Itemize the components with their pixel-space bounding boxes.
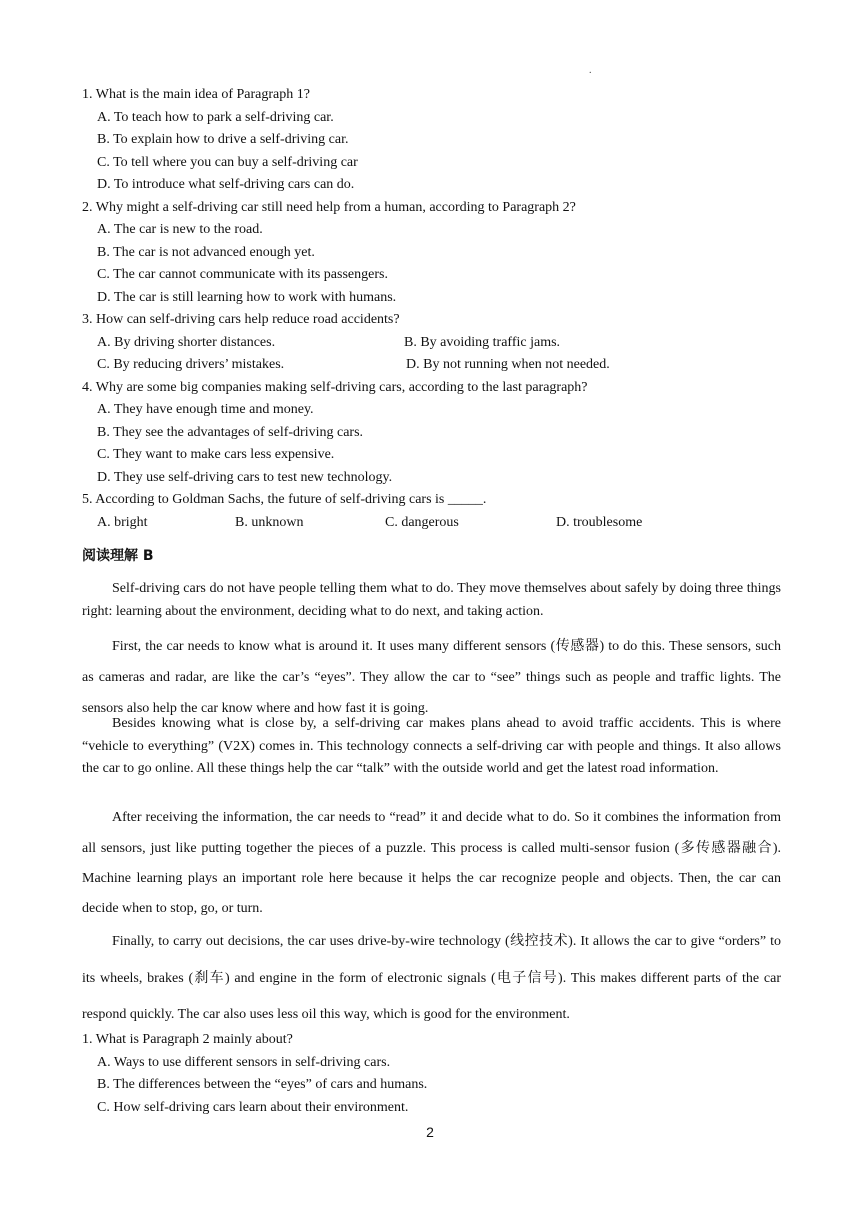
answer-option: B. unknown	[235, 514, 304, 530]
chinese-gloss: 多传感器融合	[679, 840, 773, 856]
section-b-questions	[82, 1029, 782, 1119]
answer-option: B. They see the advantages of self-driving cars.	[97, 424, 364, 440]
paragraph-text: Besides knowing what is close by, a self-driving car makes plans ahead to avoid traffic accidents. This is where “vehicle to everything” (V2X) comes in. This technology connects a self-driving car with people and things. It also allows the car to go online. All these things help the car “talk” with the outside world and get the latest road information.	[82, 716, 781, 776]
answer-option: C. dangerous	[385, 514, 459, 530]
answer-option: A. Ways to use different sensors in self-driving cars.	[97, 1054, 391, 1070]
answer-option: A. They have enough time and money.	[97, 402, 314, 417]
question-stem: 5. According to Goldman Sachs, the future of self-driving cars is _____.	[82, 492, 487, 507]
paragraph-text: ) and engine in the form of electronic signals (	[224, 971, 496, 986]
question-stem: 3. How can self-driving cars help reduce road accidents?	[82, 312, 400, 327]
answer-option: B. The car is not advanced enough yet.	[97, 244, 315, 260]
paragraph-text: ). It allows the car to give “orders” to its wheels, brakes (	[82, 934, 781, 986]
question-stem: 4. Why are some big companies making self-driving cars, according to the last paragraph?	[82, 379, 588, 395]
section-a-questions	[82, 84, 782, 534]
answer-option: D. To introduce what self-driving cars can do.	[97, 177, 355, 192]
paragraph-text: ). This makes different parts of the car respond quickly. The car also uses less oil this way, which is good for the environment.	[82, 971, 781, 1022]
paragraph-text: Self-driving cars do not have people telling them what to do. They move themselves about safely by doing three things right: learning about the environment, deciding what to do next, and taking action.	[82, 581, 781, 619]
answer-option: A. To teach how to park a self-driving car.	[97, 109, 334, 125]
chinese-gloss: 刹车	[193, 970, 225, 986]
chinese-gloss: 线控技术	[509, 933, 569, 949]
section-heading: 阅读理解 B	[82, 548, 154, 564]
answer-option: D. By not running when not needed.	[406, 357, 610, 372]
paragraph-text: First, the car needs to know what is around it. It uses many different sensors (	[112, 639, 556, 654]
paragraph-2	[82, 631, 781, 724]
question-stem: 1. What is Paragraph 2 mainly about?	[82, 1032, 293, 1047]
paragraph-3	[82, 713, 781, 781]
paragraph-5	[82, 923, 781, 1033]
paragraph-4	[82, 803, 781, 924]
answer-option: B. The differences between the “eyes” of cars and humans.	[97, 1077, 428, 1092]
answer-option: C. The car cannot communicate with its passengers.	[97, 267, 388, 282]
paragraph-1	[82, 578, 781, 623]
answer-option: B. To explain how to drive a self-driving car.	[97, 132, 349, 147]
question-stem: 2. Why might a self-driving car still need help from a human, according to Paragraph 2?	[82, 199, 576, 215]
paragraph-text: Finally, to carry out decisions, the car uses drive-by-wire technology (	[112, 934, 510, 949]
answer-option: A. By driving shorter distances.	[97, 334, 276, 350]
page-number: 2	[426, 1124, 434, 1140]
answer-option: C. They want to make cars less expensive.	[97, 447, 335, 462]
answer-option: A. bright	[97, 514, 148, 530]
answer-option: C. How self-driving cars learn about their environment.	[97, 1099, 409, 1115]
chinese-gloss: 传感器	[555, 638, 600, 654]
answer-option: B. By avoiding traffic jams.	[404, 334, 561, 350]
paragraph-text: ). Machine learning plays an important role here because it helps the car recognize people and objects. Then, the car can decide when to stop, go, or turn.	[82, 841, 782, 916]
answer-option: C. To tell where you can buy a self-driving car	[97, 154, 358, 170]
answer-option: D. The car is still learning how to work with humans.	[97, 289, 397, 305]
header-dot: .	[589, 65, 592, 76]
answer-option: D. They use self-driving cars to test new technology.	[97, 469, 393, 485]
question-stem: 1. What is the main idea of Paragraph 1?	[82, 87, 310, 102]
paragraph-text: After receiving the information, the car needs to “read” it and decide what to do. So it combines the information from all sensors, just like putting together the pieces of a puzzle. This process is called multi-sensor fusion (	[82, 810, 781, 856]
answer-option: D. troublesome	[556, 514, 643, 530]
answer-option: C. By reducing drivers’ mistakes.	[97, 357, 285, 372]
answer-option: A. The car is new to the road.	[97, 222, 263, 237]
option-row	[82, 512, 782, 535]
paragraph-text: ) to do this. These sensors, such as cameras and radar, are like the car’s “eyes”. They allow the car to “see” things such as people and traffic lights. The sensors also help the car know where and how fast it is going.	[82, 639, 781, 716]
chinese-gloss: 电子信号	[495, 970, 559, 986]
option-row	[82, 332, 782, 355]
option-row	[82, 354, 782, 377]
